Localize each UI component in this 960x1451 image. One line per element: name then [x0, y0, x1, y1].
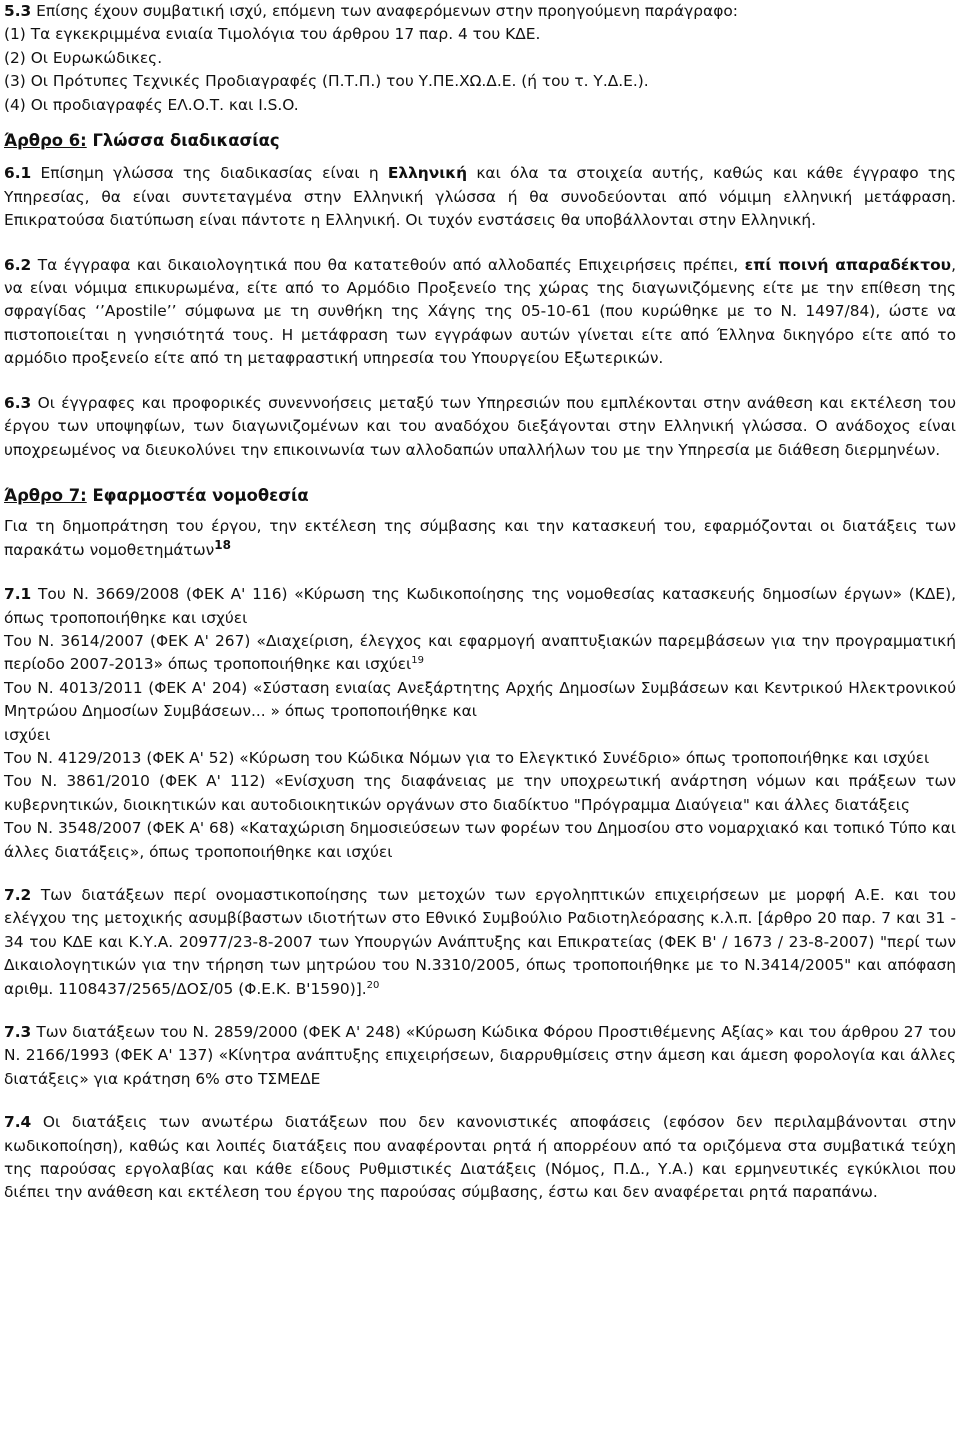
article6-title: Γλώσσα διαδικασίας	[86, 131, 280, 151]
paragraph-6-2	[4, 254, 956, 371]
paragraph-6-3	[4, 392, 956, 462]
article6-label: Άρθρο 6:	[4, 131, 87, 151]
paragraph-6-1-number: 6.1	[4, 164, 32, 183]
paragraph-7-1	[4, 583, 956, 630]
article7-title: Εφαρμοστέα νομοθεσία	[86, 485, 309, 505]
article7-intro-text: Για τη δημοπράτηση του έργου, την εκτέλεση της σύμβασης και την κατασκευή του, εφαρμόζονται οι διατάξεις των παρακάτω νομοθετημάτων	[4, 517, 956, 559]
sec53-number: 5.3	[4, 2, 32, 20]
paragraph-6-1-text-end: και όλα τα στοιχεία αυτής, καθώς και κάθε έγγραφο της Υπηρεσίας, θα είναι συντεταγμένα στην Ελληνική γλώσσα ή θα συνοδεύονται από νόμιμη ελληνική μετάφραση. Επικρατούσα διατύπωση είναι πάντοτε η Ελληνική. Οι τυχόν ενστάσεις θα υποβάλλονται στην Ελληνική.	[4, 164, 956, 230]
paragraph-6-3-text: Οι έγγραφες και προφορικές συνεννοήσεις μεταξύ των Υπηρεσιών που εμπλέκονται στην ανάθεση και εκτέλεση του έργου των υποψηφίων, των διαγωνιζομένων και του αναδόχου διεξάγονται στην Ελληνική γλώσσα. Ο ανάδοχος είναι υποχρεωμένος να διευκολύνει την επικοινωνία των αλλοδαπών υπαλλήλων του με την Υπηρεσία με διάθεση διερμηνέων.	[4, 393, 956, 459]
document-page	[4, 0, 956, 1205]
paragraph-7-2-text: Των διατάξεων περί ονομαστικοποίησης των μετοχών των εργοληπτικών επιχειρήσεων με μορφή Α.Ε. και του ελέγχου της μετοχικής ασυμβίβαστων ιδιοτήτων στο Εθνικό Συμβούλιο Ραδιοτηλεόρασης κ.λ.π. [άρθρο 20 παρ. 7 και 31 - 34 του ΚΔΕ και Κ.Υ.Α. 20977/23-8-2007 των Υπουργών Ανάπτυξης και Επικρατείας (ΦΕΚ Β' / 1673 / 23-8-2007) "περί των Δικαιολογητικών για την τήρηση των μητρώου του Ν.3310/2005, όπως τροποποιήθηκε με το Ν.3414/2005" και απόφαση αριθμ. 1108437/2565/ΔΟΣ/05 (Φ.Ε.Κ. Β'1590)].	[4, 886, 956, 998]
paragraph-6-1	[4, 162, 956, 232]
sec53-item: (4) Οι προδιαγραφές ΕΛ.Ο.Τ. και I.S.O.	[4, 95, 299, 114]
sec53-item: (1) Τα εγκεκριμμένα ενιαία Τιμολόγια του άρθρου 17 παρ. 4 του ΚΔΕ.	[4, 25, 541, 44]
sec53-intro	[4, 0, 956, 23]
paragraph-6-2-text: Τα έγγραφα και δικαιολογητικά που θα κατατεθούν από αλλοδαπές Επιχειρήσεις πρέπει,	[31, 255, 745, 274]
article7-label: Άρθρο 7:	[4, 485, 87, 505]
paragraph-6-1-text: Επίσημη γλώσσα της διαδικασίας είναι η	[31, 164, 388, 183]
article7-intro	[4, 515, 956, 562]
law-4013-2011: Του Ν. 4013/2011 (ΦΕΚ Α' 204) «Σύσταση ενιαίας Ανεξάρτητης Αρχής Δημοσίων Συμβάσεων και Κεντρικού Ηλεκτρονικού Μητρώου Δημοσίων Συμβάσεων... » όπως τροποποιήθηκε και	[4, 678, 956, 721]
paragraph-7-3-number: 7.3	[4, 1023, 32, 1042]
law-3614-2007	[4, 630, 956, 677]
paragraph-6-3-number: 6.3	[4, 393, 32, 412]
law-4013-2011-end: ισχύει	[4, 725, 51, 744]
law-3669-2008: Του Ν. 3669/2008 (ΦΕΚ Α' 116) «Κύρωση της Κωδικοποίησης της νομοθεσίας κατασκευής δημοσίων έργων» (ΚΔΕ), όπως τροποποιήθηκε και ισχύει	[4, 585, 956, 627]
law-3548-2007: Του Ν. 3548/2007 (ΦΕΚ Α' 68) «Καταχώριση δημοσιεύσεων των φορέων του Δημοσίου στο νομαρχιακό και τοπικό Τύπο και άλλες διατάξεις», όπως τροποποιήθηκε και ισχύει	[4, 819, 956, 861]
paragraph-7-4-number: 7.4	[4, 1113, 32, 1132]
sec53-intro-text: Επίσης έχουν συμβατική ισχύ, επόμενη των αναφερόμενων στην προηγούμενη παράγραφο:	[31, 2, 738, 20]
paragraph-7-1-number: 7.1	[4, 585, 32, 604]
footnote-ref-20[interactable]: 20	[366, 979, 380, 991]
footnote-ref-18[interactable]: 18	[214, 537, 231, 552]
sec53-item: (3) Οι Πρότυπες Τεχνικές Προδιαγραφές (Π.Τ.Π.) του Υ.ΠΕ.ΧΩ.Δ.Ε. (ή του τ. Υ.Δ.Ε.).	[4, 72, 649, 91]
sec53-item: (2) Οι Ευρωκώδικες.	[4, 48, 163, 67]
footnote-ref-19[interactable]: 19	[411, 655, 424, 667]
paragraph-6-2-bold: επί ποινή απαραδέκτου	[744, 255, 952, 274]
paragraph-7-2-number: 7.2	[4, 886, 32, 904]
paragraph-6-2-text-end: , να είναι νόμιμα επικυρωμένα, είτε από το Αρμόδιο Προξενείο της χώρας της διαγωνιζόμενης είτε με την επίθεση της σφραγίδας ‘’Apostile’’ σύμφωνα με τη συνθήκη της Χάγης της 05-10-61 (που κυρώθηκε με το Ν. 1497/84), ώστε να πιστοποιείται η γνησιότητά τους. Η μετάφραση των εγγράφων αυτών γίνεται είτε από Έλληνα δικηγόρο είτε από το αρμόδιο προξενείο είτε από τη μεταφραστική υπηρεσία του Υπουργείου Εξωτερικών.	[4, 255, 956, 368]
paragraph-7-4-text: Οι διατάξεις των ανωτέρω διατάξεων που δεν κανονιστικές αποφάσεις (εφόσον δεν περιλαμβάνονται στην κωδικοποίηση), καθώς και λοιπές διατάξεις που αναφέρονται ρητά ή απορρέουν από τα οριζόμενα στα συμβατικά τεύχη της παρούσας εργολαβίας και κάθε είδους Ρυθμιστικές Διατάξεις (Νόμος, Π.Δ., Υ.Α.) και ερμηνευτικές εγκύκλιοι που διέπει την ανάθεση και εκτέλεση του έργου της παρούσας σύμβασης, έστω και δεν αναφέρεται ρητά παραπάνω.	[4, 1113, 956, 1202]
paragraph-6-2-number: 6.2	[4, 255, 32, 274]
paragraph-7-4	[4, 1111, 956, 1205]
article6-heading	[4, 129, 956, 152]
paragraph-6-1-bold: Ελληνική	[387, 164, 468, 183]
law-4129-2013: Του Ν. 4129/2013 (ΦΕΚ Α' 52) «Κύρωση του Κώδικα Νόμων για το Ελεγκτικό Συνέδριο» όπως τροποποιήθηκε και ισχύει	[4, 748, 930, 767]
law-3614-2007-text: Του Ν. 3614/2007 (ΦΕΚ Α' 267) «Διαχείριση, έλεγχος και εφαρμογή αναπτυξιακών παρεμβάσεων για την προγραμματική περίοδο 2007-2013» όπως τροποποιήθηκε και ισχύει	[4, 631, 956, 674]
paragraph-7-3	[4, 1021, 956, 1091]
paragraph-7-3-text: Των διατάξεων του Ν. 2859/2000 (ΦΕΚ Α' 248) «Κύρωση Κώδικα Φόρου Προστιθέμενης Αξίας» και του άρθρου 27 του Ν. 2166/1993 (ΦΕΚ Α' 137) «Κίνητρα ανάπτυξης επιχειρήσεων, διαρρυθμίσεις στην άμεση και άμεση φορολογία και άλλες διατάξεις» για κράτηση 6% στο ΤΣΜΕΔΕ	[4, 1023, 956, 1088]
paragraph-7-2	[4, 884, 956, 1001]
law-3861-2010: Του Ν. 3861/2010 (ΦΕΚ Α' 112) «Ενίσχυση της διαφάνειας με την υποχρεωτική ανάρτηση νόμων και πράξεων των κυβερνητικών, διοικητικών και αυτοδιοικητικών οργάνων στο διαδίκτυο "Πρόγραμμα Διαύγεια" και άλλες διατάξεις	[4, 772, 956, 814]
article7-heading	[4, 484, 956, 507]
